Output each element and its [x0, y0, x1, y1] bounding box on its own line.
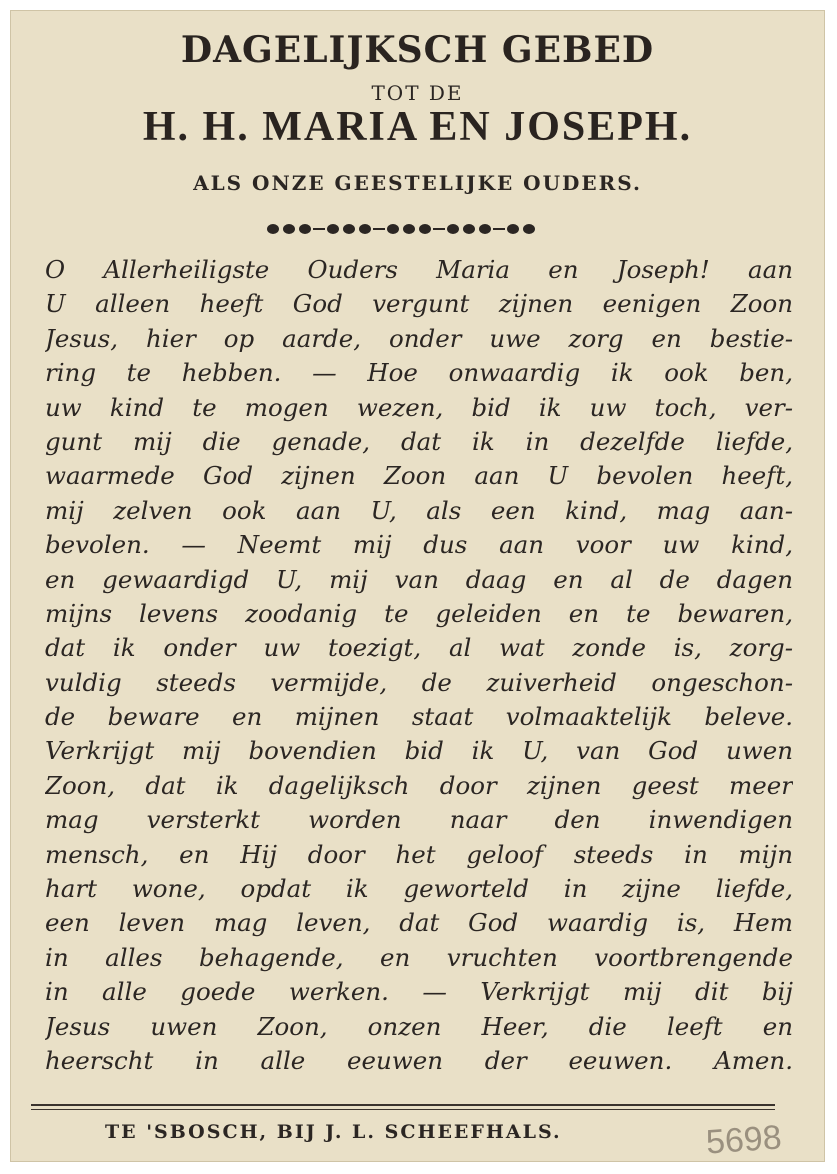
- prayer-line: een leven mag leven, dat God waardig is, Hem: [45, 908, 793, 938]
- prayer-line: U alleen heeft God vergunt zijnen eenigen Zoon: [45, 289, 793, 319]
- prayer-line: Jesus, hier op aarde, onder uwe zorg en bestie-: [45, 323, 793, 353]
- prayer-line: gunt mij die genade, dat ik in dezelfde liefde,: [45, 426, 793, 456]
- prayer-line: Jesus uwen Zoon, onzen Heer, die leeft en: [45, 1011, 793, 1041]
- prayer-line: in alle goede werken. — Verkrijgt mij dit bij: [45, 977, 793, 1007]
- prayer-line: vuldig steeds vermijde, de zuiverheid ongeschon-: [45, 667, 793, 697]
- printer-imprint: TE 'SBOSCH, BIJ J. L. SCHEEFHALS.: [105, 1121, 562, 1143]
- footer-rule: [31, 1104, 775, 1106]
- footer-rule-thin: [31, 1109, 775, 1110]
- prayer-line: Zoon, dat ik dagelijksch door zijnen geest meer: [45, 770, 793, 800]
- prayer-line: ring te hebben. — Hoe onwaardig ik ook ben,: [45, 358, 793, 388]
- card-names: H. H. MARIA EN JOSEPH.: [142, 104, 693, 150]
- prayer-line: O Allerheiligste Ouders Maria en Joseph! aan: [45, 255, 793, 284]
- prayer-line: Verkrijgt mij bovendien bid ik U, van God uwen: [45, 736, 793, 766]
- prayer-line: in alles behagende, en vruchten voortbrengende: [45, 942, 793, 972]
- prayer-line: de beware en mijnen staat volmaaktelijk beleve.: [45, 702, 793, 732]
- prayer-line: mijns levens zoodanig te geleiden en te bewaren,: [45, 598, 793, 628]
- prayer-line: en gewaardigd U, mij van daag en al de dagen: [45, 564, 793, 594]
- prayer-line: hart wone, opdat ik geworteld in zijne liefde,: [45, 874, 793, 904]
- inventory-number: 5698: [704, 1118, 783, 1162]
- prayer-line: waarmede God zijnen Zoon aan U bevolen heeft,: [45, 461, 793, 491]
- prayer-line: dat ik onder uw toezigt, al wat zonde is, zorg-: [45, 633, 793, 663]
- prayer-line: mensch, en Hij door het geloof steeds in mijn: [45, 839, 793, 869]
- prayer-text: [45, 253, 793, 1078]
- card-tot-de: TOT DE: [371, 81, 464, 105]
- prayer-line: uw kind te mogen wezen, bid ik uw toch, ver-: [45, 392, 793, 422]
- prayer-line: mag versterkt worden naar den inwendigen: [45, 805, 793, 835]
- prayer-card: [10, 10, 825, 1162]
- card-title: DAGELIJKSCH GEBED: [180, 29, 655, 71]
- prayer-line: bevolen. — Neemt mij dus aan voor uw kind,: [45, 530, 793, 560]
- prayer-line: heerscht in alle eeuwen der eeuwen. Amen.: [45, 1045, 793, 1075]
- prayer-line: mij zelven ook aan U, als een kind, mag aan-: [45, 495, 793, 525]
- card-subtitle: ALS ONZE GEESTELIJKE OUDERS.: [193, 171, 642, 195]
- ornament-divider-icon: [261, 219, 541, 239]
